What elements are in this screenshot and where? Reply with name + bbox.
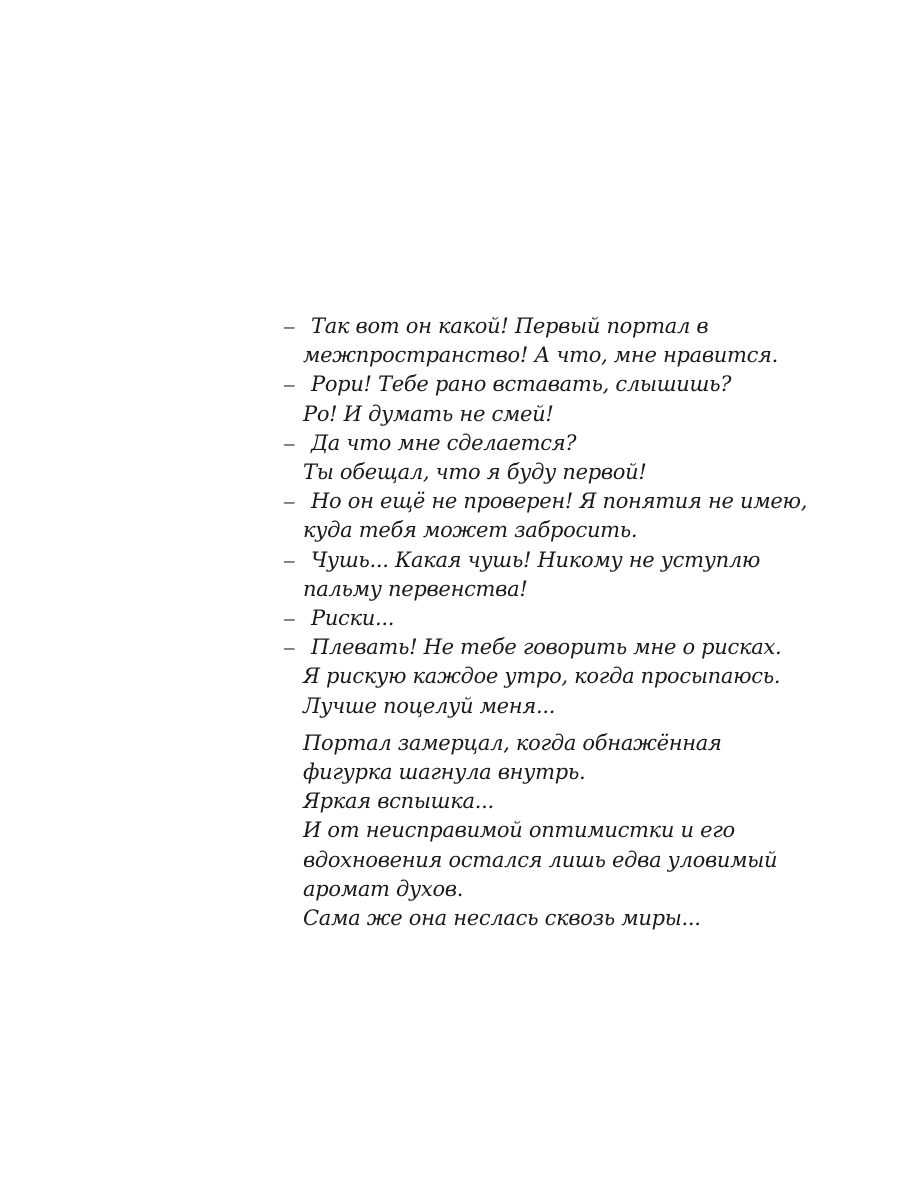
dialogue-line: Чушь... Какая чушь! Никому не уступлю	[311, 547, 761, 572]
dialogue-dash: –	[284, 606, 295, 630]
dialogue-line: Лучше поцелуй меня...	[303, 693, 556, 718]
dialogue-line: Так вот он какой! Первый портал в	[311, 314, 709, 338]
dialogue-line: Рори! Тебе рано вставать, слышишь?	[311, 372, 732, 397]
narrative-line: И от неисправимой оптимистки и его	[303, 818, 735, 843]
dialogue-dash: –	[284, 314, 295, 338]
dialogue-line: Я рискую каждое утро, когда просыпаюсь.	[303, 664, 781, 689]
dialogue-line: Плевать! Не тебе говорить мне о рисках.	[311, 635, 782, 660]
dialogue-dash: –	[284, 372, 295, 397]
dialogue-line: Ро! И думать не смей!	[303, 401, 554, 426]
dialogue-line: межпространство! А что, мне нравится.	[303, 343, 779, 368]
dialogue-line: Риски...	[311, 606, 395, 630]
dialogue-line: пальму первенства!	[303, 576, 528, 601]
dialogue-line: куда тебя может забросить.	[303, 518, 638, 543]
dialogue-dash: –	[284, 489, 295, 514]
narrative-line: Яркая вспышка...	[303, 789, 494, 814]
narrative-line: Портал замерцал, когда обнажённая	[303, 730, 722, 755]
narrative-line: Сама же она неслась сквозь миры...	[303, 906, 701, 930]
narrative-line: фигурка шагнула внутрь.	[303, 760, 586, 784]
dialogue-line: Но он ещё не проверен! Я понятия не имею,	[311, 489, 808, 514]
dialogue-line: Ты обещал, что я буду первой!	[303, 460, 647, 484]
narrative-line: аромат духов.	[303, 876, 464, 901]
narrative-line: вдохновения остался лишь едва уловимый	[303, 847, 778, 872]
dialogue-line: Да что мне сделается?	[311, 430, 577, 455]
dialogue-dash: –	[284, 547, 295, 572]
dialogue-dash: –	[284, 430, 295, 455]
dialogue-dash: –	[284, 635, 295, 660]
